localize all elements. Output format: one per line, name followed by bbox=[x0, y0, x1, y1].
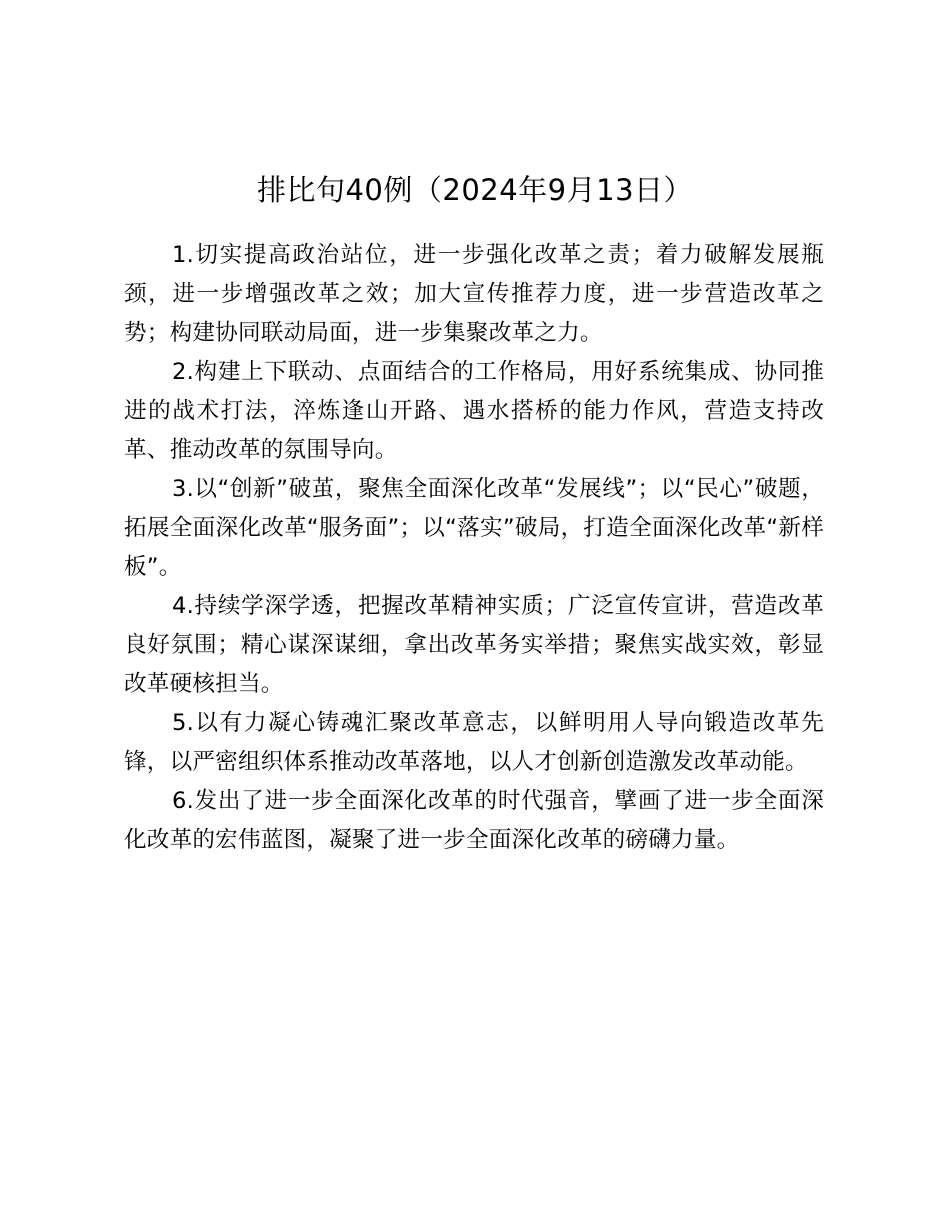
document-title: 排比句40例（2024年9月13日） bbox=[256, 173, 694, 207]
paragraph-5: 5.以有力凝心铸魂汇聚改革意志，以鲜明用人导向锻造改革先锋，以严密组织体系推动改革落地，以人才创新创造激发改革动能。 bbox=[124, 710, 824, 775]
paragraph-4: 4.持续学深学透，把握改革精神实质；广泛宣传宣讲，营造改革良好氛围；精心谋深谋细，拿出改革务实举措；聚焦实战实效，彰显改革硬核担当。 bbox=[124, 593, 824, 697]
paragraph-6: 6.发出了进一步全面深化改革的时代强音，擘画了进一步全面深化改革的宏伟蓝图，凝聚了进一步全面深化改革的磅礴力量。 bbox=[124, 788, 824, 853]
paragraph-1: 1.切实提高政治站位，进一步强化改革之责；着力破解发展瓶颈，进一步增强改革之效；加大宣传推荐力度，进一步营造改革之势；构建协同联动局面，进一步集聚改革之力。 bbox=[124, 242, 824, 346]
paragraph-2: 2.构建上下联动、点面结合的工作格局，用好系统集成、协同推进的战术打法，淬炼逢山开路、遇水搭桥的能力作风，营造支持改革、推动改革的氛围导向。 bbox=[124, 359, 824, 463]
paragraph-3: 3.以“创新”破茧，聚焦全面深化改革“发展线”；以“民心”破题，拓展全面深化改革“服务面”；以“落实”破局，打造全面深化改革“新样板”。 bbox=[124, 476, 824, 580]
document-body bbox=[124, 236, 824, 860]
